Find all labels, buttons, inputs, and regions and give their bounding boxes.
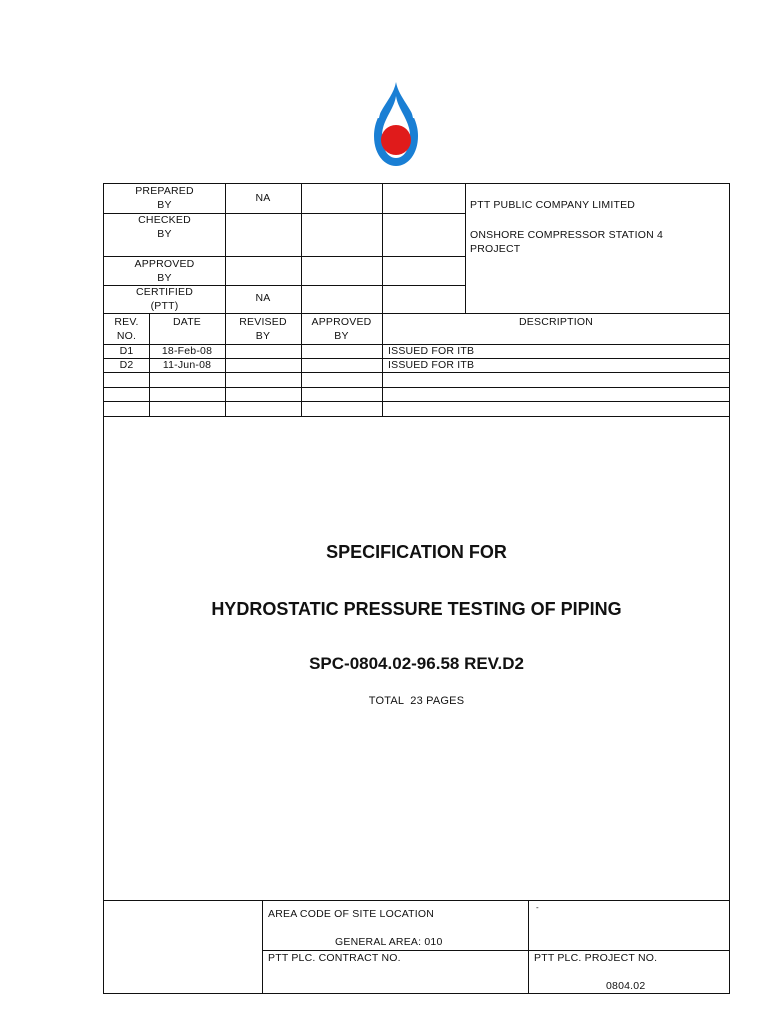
project-no-value: 0804.02 [606,980,646,992]
document-title-line2: HYDROSTATIC PRESSURE TESTING OF PIPING [211,599,622,619]
table-row-description: ISSUED FOR ITB [388,359,475,371]
approved-by-label: APPROVED BY [134,258,195,284]
prepared-by-value: NA [255,192,271,204]
table-row-date: 11-Jun-08 [162,359,212,371]
project-no-label: PTT PLC. PROJECT NO. [534,952,658,964]
total-pages: TOTAL 23 PAGES [368,695,465,707]
table-row-rev: D2 [119,359,134,371]
prepared-by-label: PREPARED BY [135,185,194,211]
rev-no-header: REV. NO. [114,316,139,342]
document-number: SPC-0804.02-96.58 REV.D2 [309,654,524,673]
table-row-rev: D1 [119,345,134,357]
table-row-description: ISSUED FOR ITB [388,345,475,357]
checked-by-label: CHECKED BY [138,214,191,240]
area-code-label: AREA CODE OF SITE LOCATION [268,908,435,920]
certified-label: CERTIFIED (PTT) [135,286,194,312]
certified-value: NA [255,292,271,304]
date-header: DATE [172,316,202,328]
table-row-date: 18-Feb-08 [161,345,213,357]
company-name: PTT PUBLIC COMPANY LIMITED [470,199,636,211]
ptt-logo-icon [362,80,430,170]
document-title-line1: SPECIFICATION FOR [326,542,507,562]
project-name: ONSHORE COMPRESSOR STATION 4 PROJECT [470,229,664,255]
area-right-value: - [536,903,539,912]
approved-by-header: APPROVED BY [311,316,372,342]
area-value: GENERAL AREA: 010 [335,936,443,948]
description-header: DESCRIPTION [519,316,593,328]
revised-by-header: REVISED BY [239,316,287,342]
contract-label: PTT PLC. CONTRACT NO. [268,952,401,964]
